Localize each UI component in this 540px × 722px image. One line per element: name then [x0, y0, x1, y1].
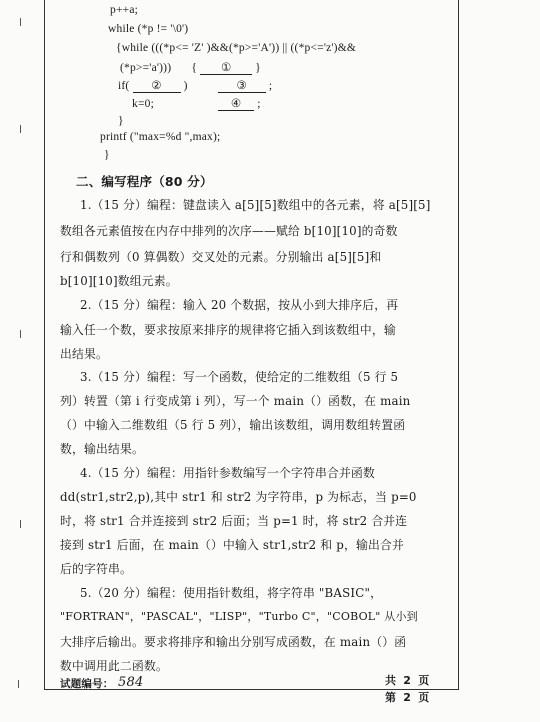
binding-mark [20, 125, 21, 133]
code-line: p++a; [110, 4, 139, 16]
code-text: ) [183, 80, 188, 92]
code-line [118, 78, 272, 93]
code-text: k=0; [132, 98, 154, 110]
question-line: b[10][10]数组元素。 [60, 274, 178, 288]
exam-code-label: 试题编号： [60, 678, 114, 690]
question-line: 后的字符串。 [60, 562, 132, 576]
fill-blank-2[interactable]: ② [133, 78, 181, 93]
question-line: 行和偶数列（0 算偶数）交叉处的元素。分别输出 a[5][5]和 [60, 250, 382, 264]
fill-blank-4[interactable]: ④ [218, 96, 254, 111]
fill-blank-3[interactable]: ③ [218, 78, 266, 93]
section-heading: 二、编写程序（80 分） [76, 174, 213, 189]
code-line [132, 96, 261, 111]
current-page-prefix: 第 [385, 691, 397, 704]
binding-mark [20, 520, 21, 528]
current-page [385, 689, 429, 705]
question-line: （）中输入二维数组（5 行 5 列），输出该数组，调用数组转置函 [60, 418, 406, 432]
question-line: 数组各元素值按在内存中排列的次序——赋给 b[10][10]的奇数 [60, 224, 398, 238]
code-line: while (*p != '\0') [108, 23, 189, 35]
question-line: 输入任一个数，要求按原来排序的规律将它插入到该数组中，输 [60, 323, 396, 337]
total-pages-value: 2 [403, 674, 412, 687]
code-line: {while (((*p<= 'Z' )&&(*p>='A')) || ((*p<='z')&& [116, 42, 357, 54]
question-line: 接到 str1 后面，在 main（）中输入 str1,str2 和 p，输出合并 [60, 538, 404, 552]
code-line: printf ("max=%d ",max); [100, 131, 221, 143]
current-page-value: 2 [403, 691, 412, 704]
total-pages-prefix: 共 [385, 674, 397, 687]
binding-mark [20, 18, 21, 26]
question-line: 时，将 str1 合并连接到 str2 后面；当 p=1 时，将 str2 合并连 [60, 514, 408, 528]
question-line: 4.（15 分）编程：用指针参数编写一个字符串合并函数 [80, 466, 375, 480]
question-line: 大排序后输出。要求将排序和输出分别写成函数，在 main（）函 [60, 635, 407, 649]
question-line: 数中调用此二函数。 [60, 659, 168, 673]
code-text: if( [118, 80, 130, 92]
code-line [120, 60, 261, 75]
page-border-right [458, 0, 459, 690]
current-page-suffix: 页 [418, 691, 430, 704]
code-text: ; [257, 98, 261, 110]
binding-mark [18, 680, 19, 688]
code-text: } [255, 62, 262, 74]
page-border-left [44, 0, 45, 690]
total-pages [385, 672, 429, 688]
question-line: dd(str1,str2,p),其中 str1 和 str2 为字符串，p 为标志，当 p=0 [60, 490, 417, 504]
code-text: { [191, 62, 198, 74]
code-text: ; [268, 80, 273, 92]
question-line: 1.（15 分）编程：键盘读入 a[5][5]数组中的各元素，将 a[5][5] [80, 198, 431, 212]
question-line: "FORTRAN"，"PASCAL"，"LISP"，"Turbo C"，"COBOL" 从小到 [60, 610, 418, 623]
code-line: } [118, 115, 124, 127]
fill-blank-1[interactable]: ① [200, 60, 252, 75]
code-text: (*p>='a'))) [120, 62, 172, 74]
binding-mark [20, 330, 21, 338]
question-line: 数，输出结果。 [60, 442, 144, 456]
total-pages-suffix: 页 [418, 674, 430, 687]
question-line: 3.（15 分）编程：写一个函数，使给定的二维数组（5 行 5 [80, 370, 399, 384]
question-line: 列）转置（第 i 行变成第 i 列），写一个 main（）函数，在 main [60, 394, 411, 408]
exam-code-number: 584 [118, 675, 144, 690]
code-line: } [104, 149, 110, 161]
question-line: 5.（20 分）编程：使用指针数组，将字符串 "BASIC"， [80, 586, 383, 600]
question-line: 出结果。 [60, 347, 108, 361]
question-line: 2.（15 分）编程：输入 20 个数据，按从小到大排序后，再 [80, 298, 399, 312]
